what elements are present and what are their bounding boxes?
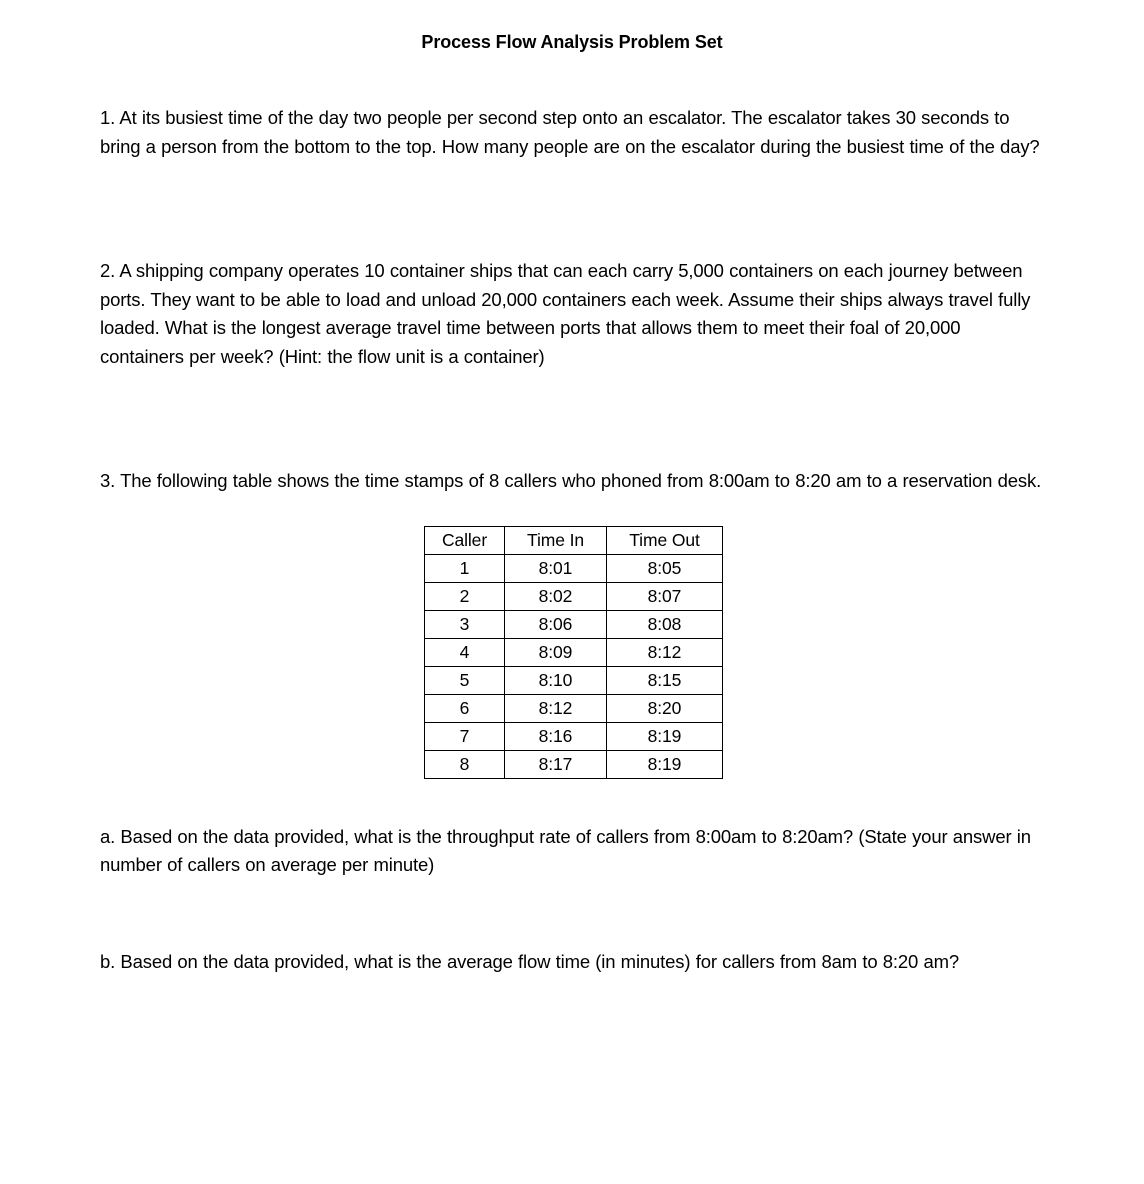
- caller-table-container: [100, 526, 1048, 779]
- cell-time-out: 8:19: [607, 722, 723, 750]
- cell-time-out: 8:08: [607, 610, 723, 638]
- cell-caller: 6: [425, 694, 505, 722]
- table-row: [425, 694, 723, 722]
- table-row: [425, 610, 723, 638]
- cell-time-out: 8:05: [607, 554, 723, 582]
- answer-space-q1: [100, 161, 1048, 257]
- cell-time-out: 8:07: [607, 582, 723, 610]
- answer-space-q2: [100, 371, 1048, 467]
- cell-time-in: 8:17: [505, 750, 607, 778]
- cell-time-in: 8:01: [505, 554, 607, 582]
- column-header-time-in: Time In: [505, 526, 607, 554]
- cell-time-in: 8:10: [505, 666, 607, 694]
- spacer-before-table: [100, 496, 1048, 526]
- table-row: [425, 666, 723, 694]
- page-title: Process Flow Analysis Problem Set: [421, 32, 723, 52]
- spacer-after-table: [100, 779, 1048, 823]
- table-header-row: [425, 526, 723, 554]
- question-2-text: 2. A shipping company operates 10 container ships that can each carry 5,000 containers on each journey between ports. They want to be able to load and unload 20,000 containers each week. Assume their ships always travel fully loaded. What is the longest average travel time between ports that allows them to meet their foal of 20,000 containers per week? (Hint: the flow unit is a container): [100, 260, 1031, 367]
- cell-time-out: 8:20: [607, 694, 723, 722]
- cell-time-in: 8:02: [505, 582, 607, 610]
- cell-caller: 4: [425, 638, 505, 666]
- table-row: [425, 722, 723, 750]
- question-3-intro-text: 3. The following table shows the time stamps of 8 callers who phoned from 8:00am to 8:20 am to a reservation desk.: [100, 470, 1042, 491]
- cell-caller: 1: [425, 554, 505, 582]
- cell-caller: 5: [425, 666, 505, 694]
- cell-time-in: 8:09: [505, 638, 607, 666]
- cell-caller: 2: [425, 582, 505, 610]
- table-row: [425, 638, 723, 666]
- cell-time-in: 8:06: [505, 610, 607, 638]
- table-row: [425, 554, 723, 582]
- cell-time-in: 8:16: [505, 722, 607, 750]
- cell-time-out: 8:15: [607, 666, 723, 694]
- cell-time-out: 8:12: [607, 638, 723, 666]
- answer-space-q3a: [100, 880, 1048, 948]
- caller-time-stamp-table: [424, 526, 723, 779]
- cell-time-in: 8:12: [505, 694, 607, 722]
- cell-caller: 7: [425, 722, 505, 750]
- cell-time-out: 8:19: [607, 750, 723, 778]
- question-1-text: 1. At its busiest time of the day two people per second step onto an escalator. The escalator takes 30 seconds to bring a person from the bottom to the top. How many people are on the escalator during the busiest time of the day?: [100, 107, 1040, 157]
- question-3b-text: b. Based on the data provided, what is the average flow time (in minutes) for callers from 8am to 8:20 am?: [100, 950, 960, 972]
- table-row: [425, 582, 723, 610]
- table-row: [425, 750, 723, 778]
- column-header-caller: Caller: [425, 526, 505, 554]
- cell-caller: 3: [425, 610, 505, 638]
- question-3a-text: a. Based on the data provided, what is the throughput rate of callers from 8:00am to 8:20am? (State your answer in number of callers on average per minute): [100, 825, 1031, 875]
- cell-caller: 8: [425, 750, 505, 778]
- document-body: [100, 104, 1048, 976]
- column-header-time-out: Time Out: [607, 526, 723, 554]
